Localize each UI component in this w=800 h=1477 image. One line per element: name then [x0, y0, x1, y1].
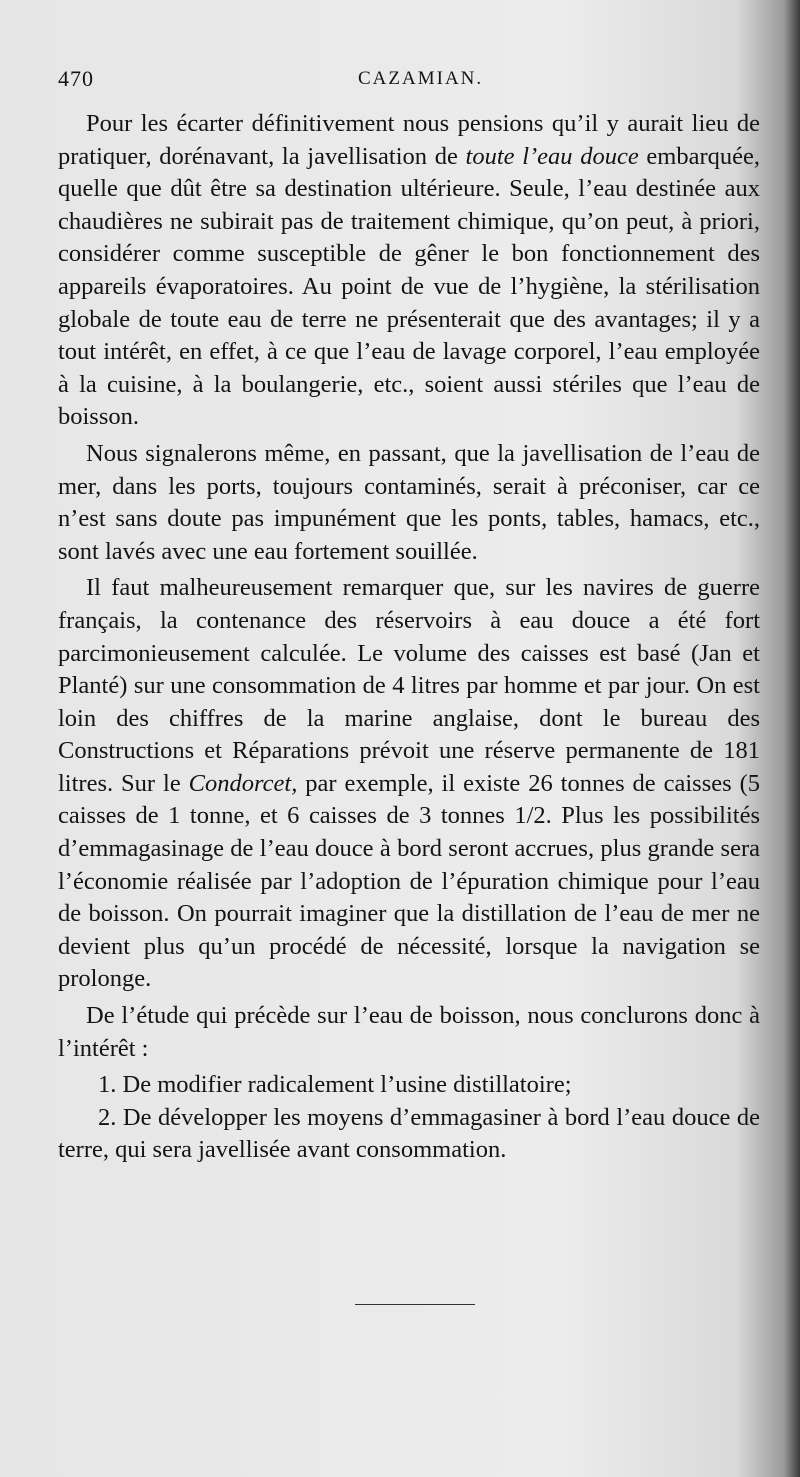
list-item-2: 2. De développer les moyens d’emmagasiner à bord l’eau douce de terre, qui sera javellisée avant consommation. — [58, 1103, 760, 1164]
paragraph-1-italic: toute l’eau douce — [465, 142, 639, 170]
paragraph-3-text-a: Il faut malheureusement remarquer que, sur les navires de guerre français, la contenance des réservoirs à eau douce a été fort parcimonieusement calculée. Le volume des caisses est basé (Jan et Planté) sur une consommation de 4 litres par homme et par jour. On est loin des chiffres de la marine anglaise, dont le bureau des Constructions et Réparations prévoit une réserve permanente de 181 litres. Sur le — [58, 574, 760, 797]
end-rule — [355, 1304, 475, 1305]
paragraph-1-text-b: embarquée, quelle que dût être sa destination ultérieure. Seule, l’eau destinée aux chaudières ne subirait pas de traitement chimique, qu’on peut, à priori, considérer comme susceptible de gêner le bon fonctionnement des appareils évaporatoires. Au point de vue de l’hygiène, la stérilisation globale de toute eau de terre ne présenterait que des avantages; il y a tout intérêt, en effet, à ce que l’eau de lavage corporel, l’eau employée à la cuisine, à la boulangerie, etc., soient aussi stériles que l’eau de boisson. — [58, 142, 761, 431]
running-head: CAZAMIAN. — [358, 68, 484, 89]
paragraph-1 — [58, 108, 760, 434]
paragraph-3 — [58, 572, 760, 996]
paragraph-3-italic: Condorcet, — [188, 769, 298, 797]
paragraph-2: Nous signalerons même, en passant, que la javellisation de l’eau de mer, dans les ports, toujours contaminés, serait à préconiser, car ce n’est sans doute pas impunément que les ponts, tables, hamacs, etc., sont lavés avec une eau fortement souillée. — [58, 439, 760, 565]
page-number: 470 — [58, 66, 94, 91]
paragraph-1-text-a: Pour les écarter définitivement nous pensions qu’il y aurait lieu de pratiquer, dorénavant, la javellisation de — [58, 110, 760, 170]
page-header — [58, 66, 780, 96]
body-text — [58, 108, 760, 1167]
paragraph-3-text-b: par exemple, il existe 26 tonnes de caisses (5 caisses de 1 tonne, et 6 caisses de 3 tonnes 1/2. Plus les possibilités d’emmagasinage de l’eau douce à bord seront accrues, plus grande sera l’économie réalisée par l’adoption de l’épuration chimique pour l’eau de boisson. On pourrait imaginer que la distillation de l’eau de mer ne devient plus qu’un procédé de nécessité, lorsque la navigation se prolonge. — [58, 769, 760, 993]
list-item-1: 1. De modifier radicalement l’usine distillatoire; — [98, 1071, 572, 1099]
paragraph-4: De l’étude qui précède sur l’eau de boisson, nous conclurons donc à l’intérêt : — [58, 1002, 760, 1062]
